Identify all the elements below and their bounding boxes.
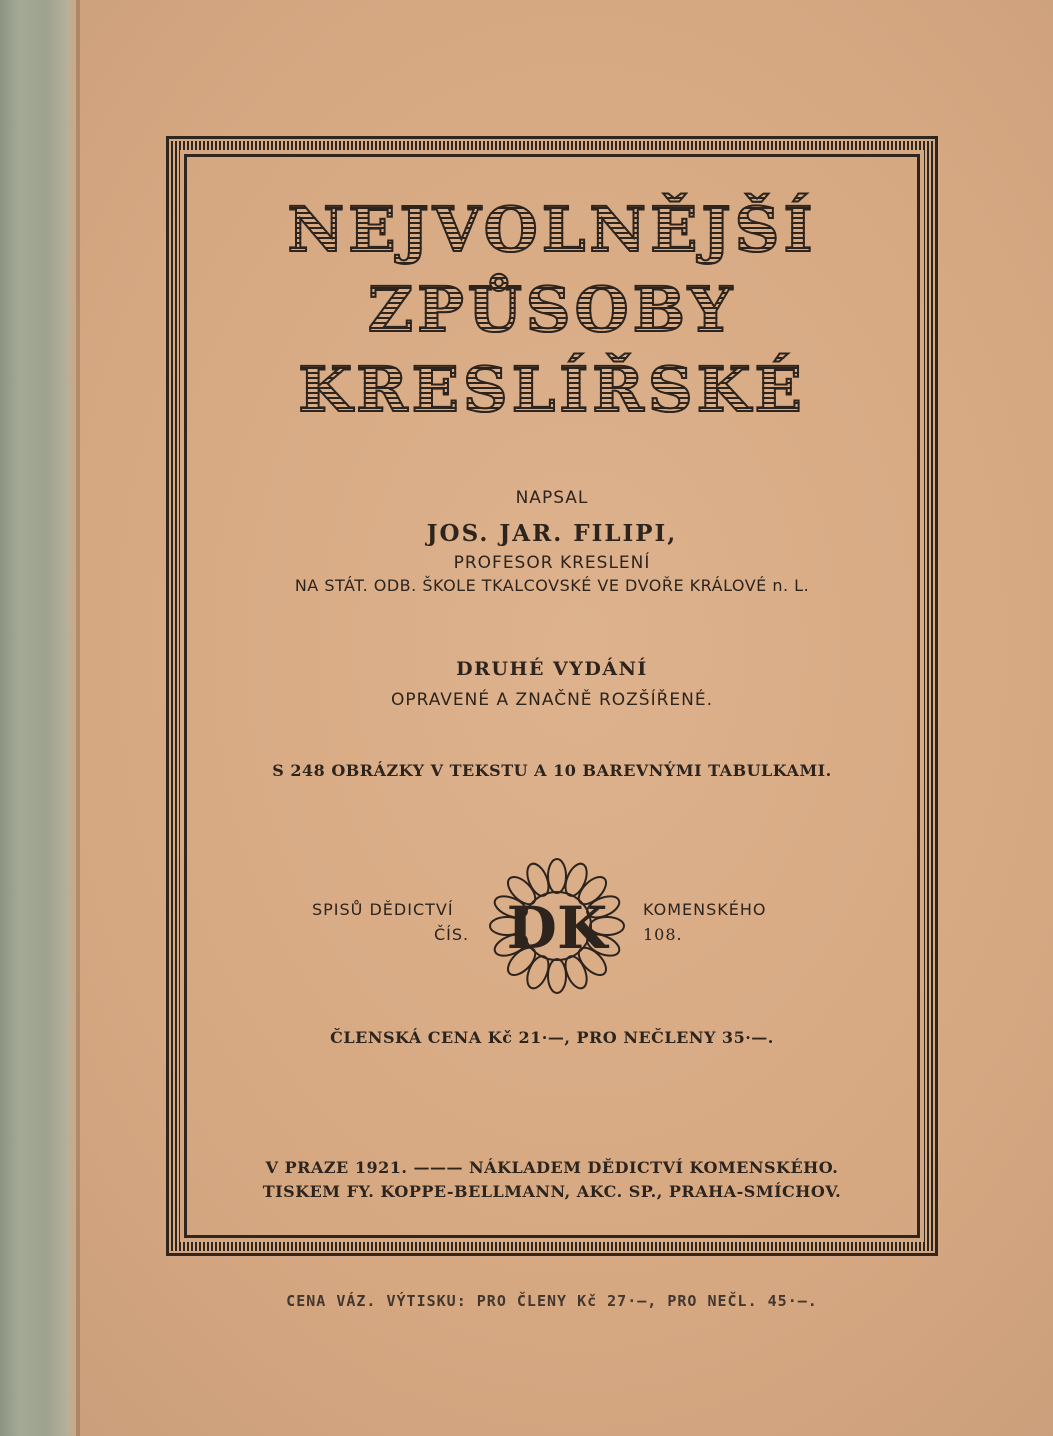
dedictvi-komenskeho-rosette-icon [487, 856, 627, 996]
spine-edge [76, 0, 80, 1436]
title-line-2: ZPŮSOBY [184, 272, 920, 348]
author-affiliation: NA STÁT. ODB. ŠKOLE TKALCOVSKÉ VE DVOŘE KRÁLOVÉ n. L. [294, 576, 810, 595]
title-line-3: KRESLÍŘSKÉ [184, 352, 920, 428]
series-right-line-2: 108. [643, 925, 683, 944]
price-stamp: CENA VÁZ. VÝTISKU: PRO ČLENY Kč 27·—, PRO NEČL. 45·—. [286, 1292, 818, 1310]
emblem-letters: DK [506, 894, 608, 962]
price-line: ČLENSKÁ CENA Kč 21·—, PRO NEČLENY 35·—. [330, 1028, 774, 1047]
book-spine [0, 0, 76, 1436]
rosette-petal [548, 959, 566, 993]
author-role: PROFESOR KRESLENÍ [453, 553, 651, 573]
author-prefix: NAPSAL [515, 488, 589, 508]
illustrations-note: S 248 OBRÁZKY V TEKSTU A 10 BAREVNÝMI TABULKAMI. [272, 761, 832, 780]
series-left-line-1: SPISŮ DĚDICTVÍ [312, 900, 454, 919]
series-left-line-2: ČÍS. [434, 925, 470, 944]
title-line-1: NEJVOLNĚJŠÍ [184, 192, 920, 268]
rosette-petal [548, 859, 566, 893]
edition-subtitle: OPRAVENÉ A ZNAČNĚ ROZŠÍŘENÉ. [390, 690, 714, 710]
imprint-line-1: V PRAZE 1921. ——— NÁKLADEM DĚDICTVÍ KOMENSKÉHO. [265, 1158, 839, 1177]
imprint-line-2: TISKEM FY. KOPPE-BELLMANN, AKC. SP., PRAHA-SMÍCHOV. [262, 1182, 842, 1201]
author-name: JOS. JAR. FILIPI, [426, 520, 678, 547]
edition-title: DRUHÉ VYDÁNÍ [456, 658, 648, 680]
series-right-line-1: KOMENSKÉHO [643, 900, 767, 919]
